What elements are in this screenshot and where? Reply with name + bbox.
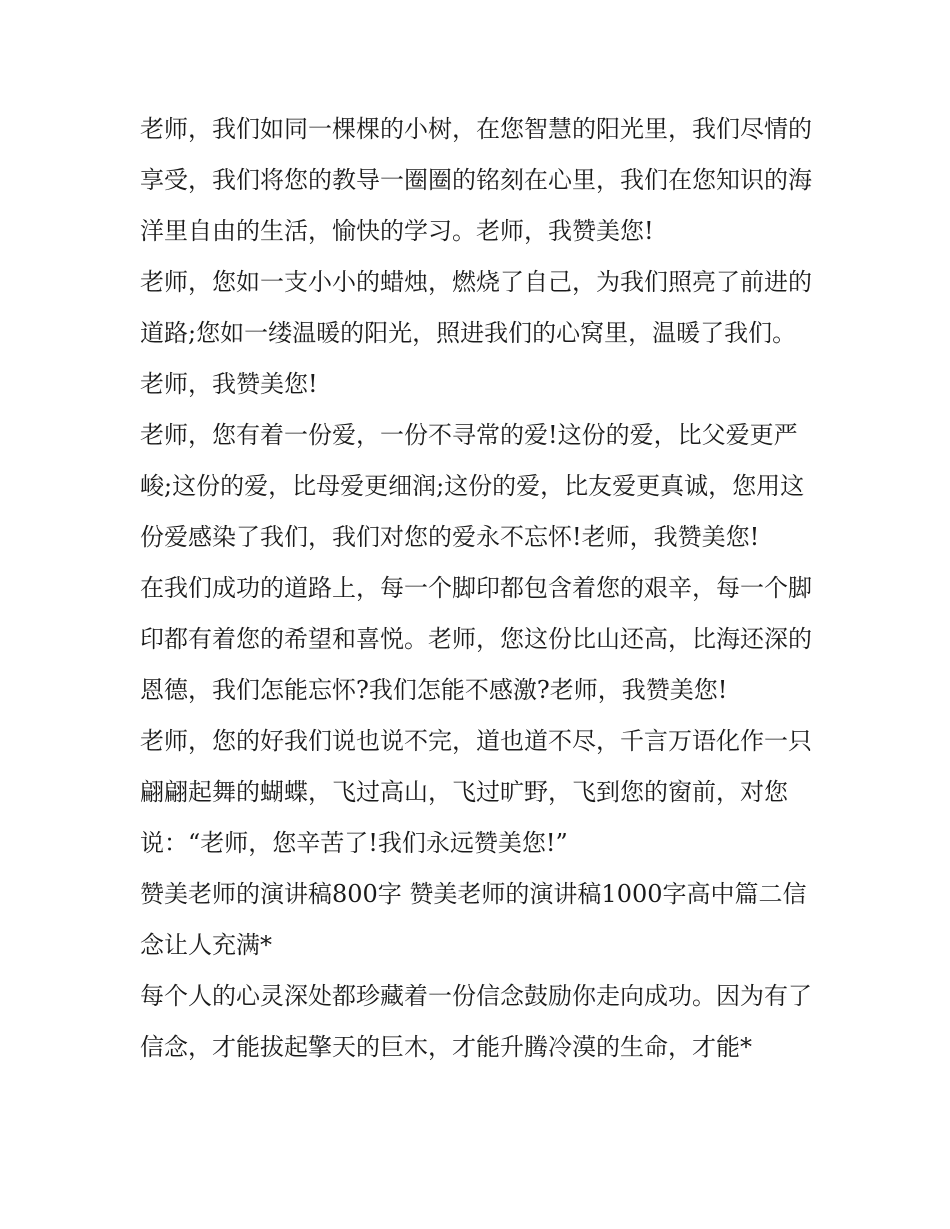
paragraph-3: 老师，您有着一份爱，一份不寻常的爱!这份的爱，比父爱更严峻;这份的爱，比母爱更细润;这份的爱，比友爱更真诚，您用这份爱感染了我们，我们对您的爱永不忘怀!老师，我赞美您! xyxy=(140,421,805,551)
paragraph-6: 每个人的心灵深处都珍藏着一份信念鼓励你走向成功。因为有了信念，才能拔起擎天的巨木，才能升腾冷漠的生命，才能* xyxy=(140,982,812,1061)
paragraph-2: 老师，您如一支小小的蜡烛，燃烧了自己，为我们照亮了前进的道路;您如一缕温暖的阳光，照进我们的心窝里，温暖了我们。老师，我赞美您! xyxy=(140,268,812,398)
paragraph-1: 老师，我们如同一棵棵的小树，在您智慧的阳光里，我们尽情的享受，我们将您的教导一圈圈的铭刻在心里，我们在您知识的海洋里自由的生活，愉快的学习。老师，我赞美您! xyxy=(140,115,812,245)
paragraph-4: 在我们成功的道路上，每一个脚印都包含着您的艰辛，每一个脚印都有着您的希望和喜悦。老师，您这份比山还高，比海还深的恩德，我们怎能忘怀?我们怎能不感激?老师，我赞美您! xyxy=(140,574,812,704)
section-heading: 赞美老师的演讲稿800字 赞美老师的演讲稿1000字高中篇二信念让人充满* xyxy=(140,880,807,959)
paragraph-5: 老师，您的好我们说也说不完，道也道不尽，千言万语化作一只翩翩起舞的蝴蝶，飞过高山，飞过旷野，飞到您的窗前，对您说：“老师，您辛苦了!我们永远赞美您!” xyxy=(140,727,812,857)
document-body xyxy=(140,104,816,1073)
